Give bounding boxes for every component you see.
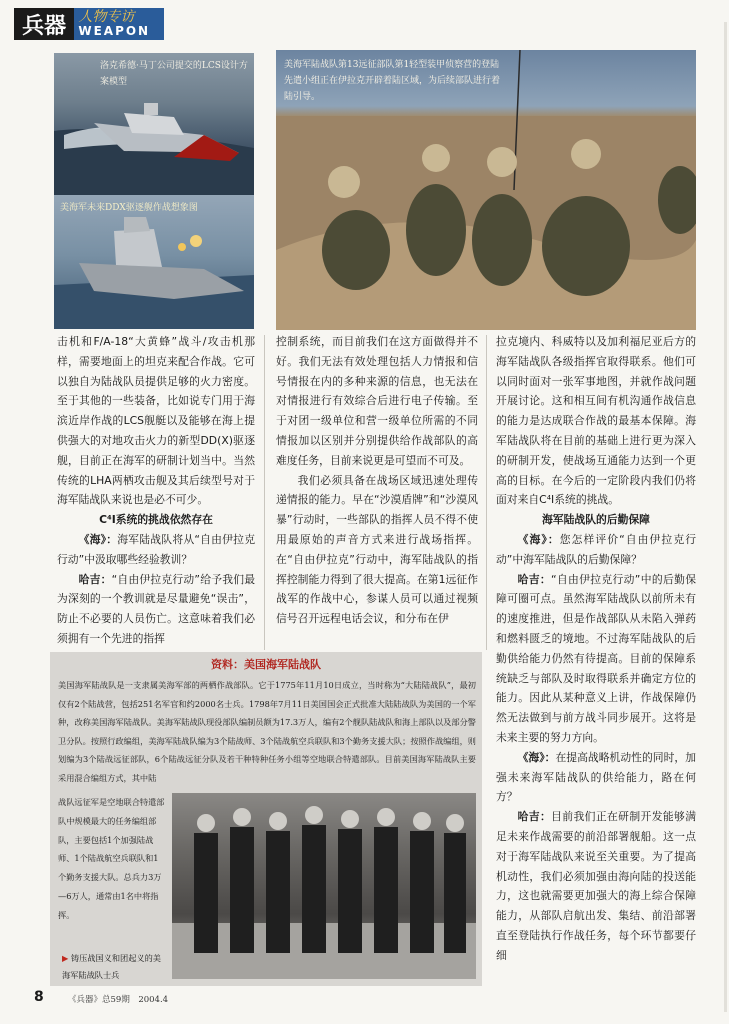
column1-answer — [57, 570, 255, 649]
section-heading-logistics: 海军陆战队的后勤保障 — [542, 513, 650, 527]
answer-text: “自由伊拉克行动”中的后勤保障可圈可点。虽然海军陆战队以前所未有的速度推进，但是作战部队从未陷入弹药和燃料匮乏的境地。不过海军陆战队的后勤供给能力仍然有待提高。目前的保障系统缺乏与部队及时取得联系并确定方位的能力。因此从某种意义上讲，作战保障仍然无法做到与前方战斗同步展开。这将是未来主要的努力方向。 — [496, 572, 697, 744]
ship-photo-lcs-caption: 洛克希德·马丁公司提交的LCS设计方案模型 — [100, 61, 248, 87]
speaker-label: 哈吉： — [517, 572, 551, 586]
historic-marines-photo — [172, 793, 476, 979]
logo-english: WEAPON — [78, 24, 151, 38]
column2-para-2: 我们必须具备在战场区域迅速处理传递情报的能力。早在“沙漠盾牌”和“沙漠风暴”行动时，一些部队的指挥人员不得不使用最原始的声音方式来进行战场指挥。在“自由伊拉克”行动中，海军陆战队的指挥控制能力得到了很大提高。在第1远征作战军的作战中心，参谋人员可以通过视频信号召开远程电话会议，和分布在伊 — [276, 473, 478, 626]
answer-text: “自由伊拉克行动”给予我们最为深刻的一个教训就是尽量避免“误击”，防止不必要的人员伤亡。这意味着我们必须拥有一个先进的指挥 — [57, 572, 256, 645]
soldiers-photo-caption: 美海军陆战队第13远征部队第1轻型装甲侦察营的登陆先遣小组正在伊拉克开辟着陆区域，为后续部队进行着陆引导。 — [284, 60, 501, 102]
column3-answer-2 — [496, 807, 696, 965]
magazine-logo: 兵器 — [14, 8, 74, 40]
speaker-label: 哈吉： — [78, 572, 112, 586]
speaker-label: 《海》： — [517, 750, 556, 764]
caption-arrow-icon: ▶ — [62, 953, 69, 963]
speaker-label: 《海》： — [78, 532, 118, 546]
column1-question — [57, 530, 255, 570]
column3-question-1 — [496, 530, 696, 570]
column2-para-1: 控制系统，而目前我们在这方面做得并不好。我们无法有效处理包括人力情报和信号情报在内的多种来源的信息，也无法在对情报进行有效综合后进行电子传输。至于对团一级单位和营一级单位所需的不同情报加以区别并分别提供给作战部队的高难度任务，目前来说更是可望而不可及。 — [276, 335, 478, 467]
column3-answer-1 — [496, 570, 696, 748]
page-edge — [724, 22, 727, 1012]
section-topic: 人物专访 — [78, 9, 135, 25]
column-divider — [486, 335, 487, 650]
column3-para-1: 拉克境内、科威特以及加利福尼亚后方的海军陆战队各级指挥官取得联系。他们可以同时面对一张军事地图，并就作战问题开展讨论。这和相互间有机沟通作战信息的能力是达成联合作战的最基本保障。海军陆战队将在目前的基础上进行更为深入的研制开发，使战场互通能力达到一个更高的目标。在今后的一定阶段内我们仍将面对来自C⁴I系统的挑战。 — [496, 335, 696, 507]
column1-para-1: 击机和F/A-18“大黄蜂”战斗/攻击机那样，需要地面上的坦克来配合作战。它可以独自为陆战队员提供足够的火力密度。至于其他的一些装备，比如说专门用于海滨近岸作战的LCS舰艇以及能够在海上提供强大的对地攻击火力的新型DD(X)驱逐舰，目前正在海军的研制计划当中。当然传统的LHA两栖攻击舰及其后续型号对于海军陆战队来说也是必不可少。 — [57, 335, 255, 507]
column3-question-2 — [496, 748, 696, 807]
marines-illustration — [172, 793, 476, 979]
question-text: 海军陆战队将从“自由伊拉克行动”中汲取哪些经验教训？ — [57, 532, 255, 566]
question-text: 在提高战略机动性的同时，加强未来海军陆战队的供给能力，路在何方？ — [496, 750, 696, 804]
page-number: 8 — [34, 989, 44, 1005]
article-column-1 — [57, 332, 255, 649]
speaker-label: 哈吉： — [517, 810, 552, 824]
column-divider — [264, 335, 265, 650]
issue-info: 《兵器》总59期 2004.4 — [68, 995, 169, 1005]
section-heading-c4i: C⁴I系统的挑战依然存在 — [99, 513, 213, 527]
historic-photo-caption-text: 铸压战国义和团起义的美海军陆战队士兵 — [62, 953, 161, 980]
speaker-label: 《海》： — [517, 532, 560, 546]
ship-photo-ddx-caption: 美海军未来DDX驱逐舰作战想象图 — [60, 203, 198, 213]
sidebar-body-left: 战队远征军是空地联合特遣部队中规模最大的任务编组部队，主要包括1个加强陆战师、1个陆战航空兵联队和1个勤务支援大队。总兵力3万—6万人，通常由1名中将指挥。 — [58, 797, 165, 920]
magazine-header — [14, 8, 164, 40]
historic-photo-caption — [62, 950, 166, 983]
sidebar-body: 美国海军陆战队是一支隶属美海军部的两栖作战部队。它于1775年11月10日成立，当时称为“大陆陆战队”，最初仅有2个陆战营，包括251名军官和约2000名士兵。1798年7月11日美国国会正式批准大陆陆战队为美国的一个军种，改称美国海军陆战队。美海军陆战队现役部队编制员额为17.3万人，编有2个舰队陆战队和海上部队以及部分警卫分队。按照行政编组，美海军陆战队编为3个陆战师、3个陆战航空兵联队和3个勤务支援大队；按照作战编组，则划编为3个陆战远征部队，6个陆战远征分队及若干种特种任务小组等空地联合特遣部队。目前美国海军陆战队主要采用混合编组方式，其中陆 — [58, 680, 476, 783]
article-column-3 — [496, 332, 696, 966]
question-text: 您怎样评价“自由伊拉克行动”中海军陆战队的后勤保障？ — [496, 532, 696, 566]
answer-text: 目前我们正在研制开发能够满足未来作战需要的前沿部署舰船。这一点对于海军陆战队来说至关重要。为了提高机动性，我们必须加强由海向陆的投送能力，这也就需要更加强大的海上综合保障能力，从部队启航出发、集结、前沿部署直至登陆执行作战任务，每个环节都要仔细 — [496, 810, 697, 962]
sidebar-title: 资料：美国海军陆战队 — [211, 658, 321, 671]
article-column-2 — [276, 332, 478, 629]
header-label — [74, 8, 164, 40]
